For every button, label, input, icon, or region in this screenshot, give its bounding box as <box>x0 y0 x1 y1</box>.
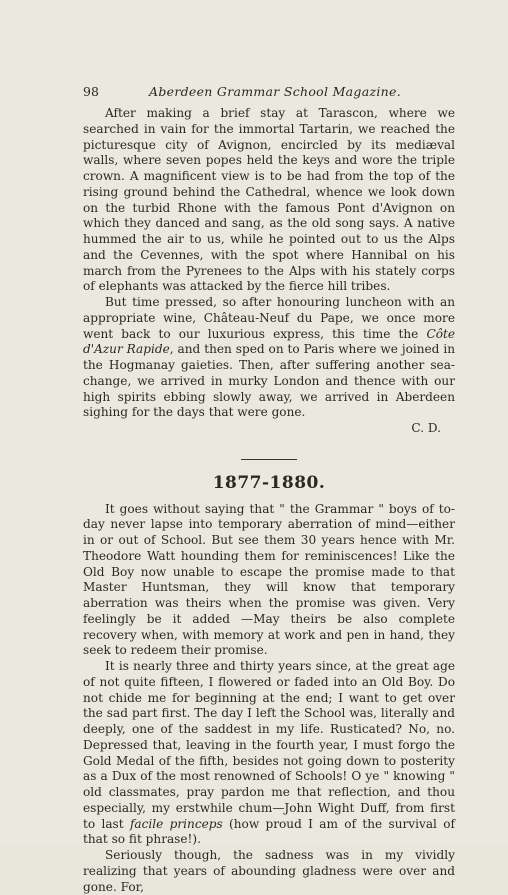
running-title: Aberdeen Grammar School Magazine. <box>149 84 401 99</box>
paragraph: Seriously though, the sadness was in my vividly realizing that years of abounding gladness were over and gone. For, <box>83 848 455 894</box>
italic-phrase: facile princeps <box>129 816 223 831</box>
paragraph: After making a brief stay at Tarascon, where we searched in vain for the immortal Tartarin, we reached the picturesque city of Avignon, encircled by its mediæval walls, where seven popes held the keys and wore the triple crown. A magnificent view is to be had from the top of the rising ground behind the Cathedral, whence we look down on the turbid Rhone with the famous Pont d'Avignon on which they danced and sang, as the old song says. A native hummed the air to us, while he pointed out to us the Alps and the Cevennes, with the spot where Hannibal on his march from the Pyrenees to the Alps with his stately corps of elephants was attacked by the fierce hill tribes. <box>83 106 455 294</box>
page-body <box>83 106 455 895</box>
italic-phrase: Côte d'Azur Rapide <box>83 326 455 357</box>
section-title: 1877-1880. <box>212 472 326 493</box>
paragraph: It is nearly three and thirty years since, at the great age of not quite fifteen, I flowered or faded into an Old Boy. Do not chide me for beginning at the end; I want to get over the sad part first. The day I left the School was, literally and deeply, one of the saddest in my life. Rusticated? No, no. Depressed that, leaving in the fourth year, I must forgo the Gold Medal of the fifth, besides not going down to posterity as a Dux of the most renowned of Schools! O ye " knowing " old classmates, pray pardon me that reflection, and thou especially, my erstwhile chum—John Wight Duff, from first to last facile princeps (how proud I am of the survival of that so fit phrase!). <box>83 659 455 847</box>
section-divider <box>241 459 297 460</box>
page-number: 98 <box>83 84 99 99</box>
paragraph: But time pressed, so after honouring luncheon with an appropriate wine, Château-Neuf du Pape, we once more went back to our luxurious express, this time the Côte d'Azur Rapide, and then sped on to Paris where we joined in the Hogmanay gaieties. Then, after suffering another sea-change, we arrived in murky London and thence with our high spirits ebbing slowly away, we arrived in Aberdeen sighing for the days that were gone. <box>83 295 455 420</box>
signature: C. D. <box>411 421 441 435</box>
paragraph: It goes without saying that " the Grammar " boys of to-day never lapse into temporary aberration of mind—either in or out of School. But see them 30 years hence with Mr. Theodore Watt hounding them for reminiscences! Like the Old Boy now unable to escape the promise made to that Master Huntsman, they will know that temporary aberration was theirs when the promise was given. Very feelingly be it added —May theirs be also complete recovery when, with memory at work and pen in hand, they seek to redeem their promise. <box>83 501 455 658</box>
